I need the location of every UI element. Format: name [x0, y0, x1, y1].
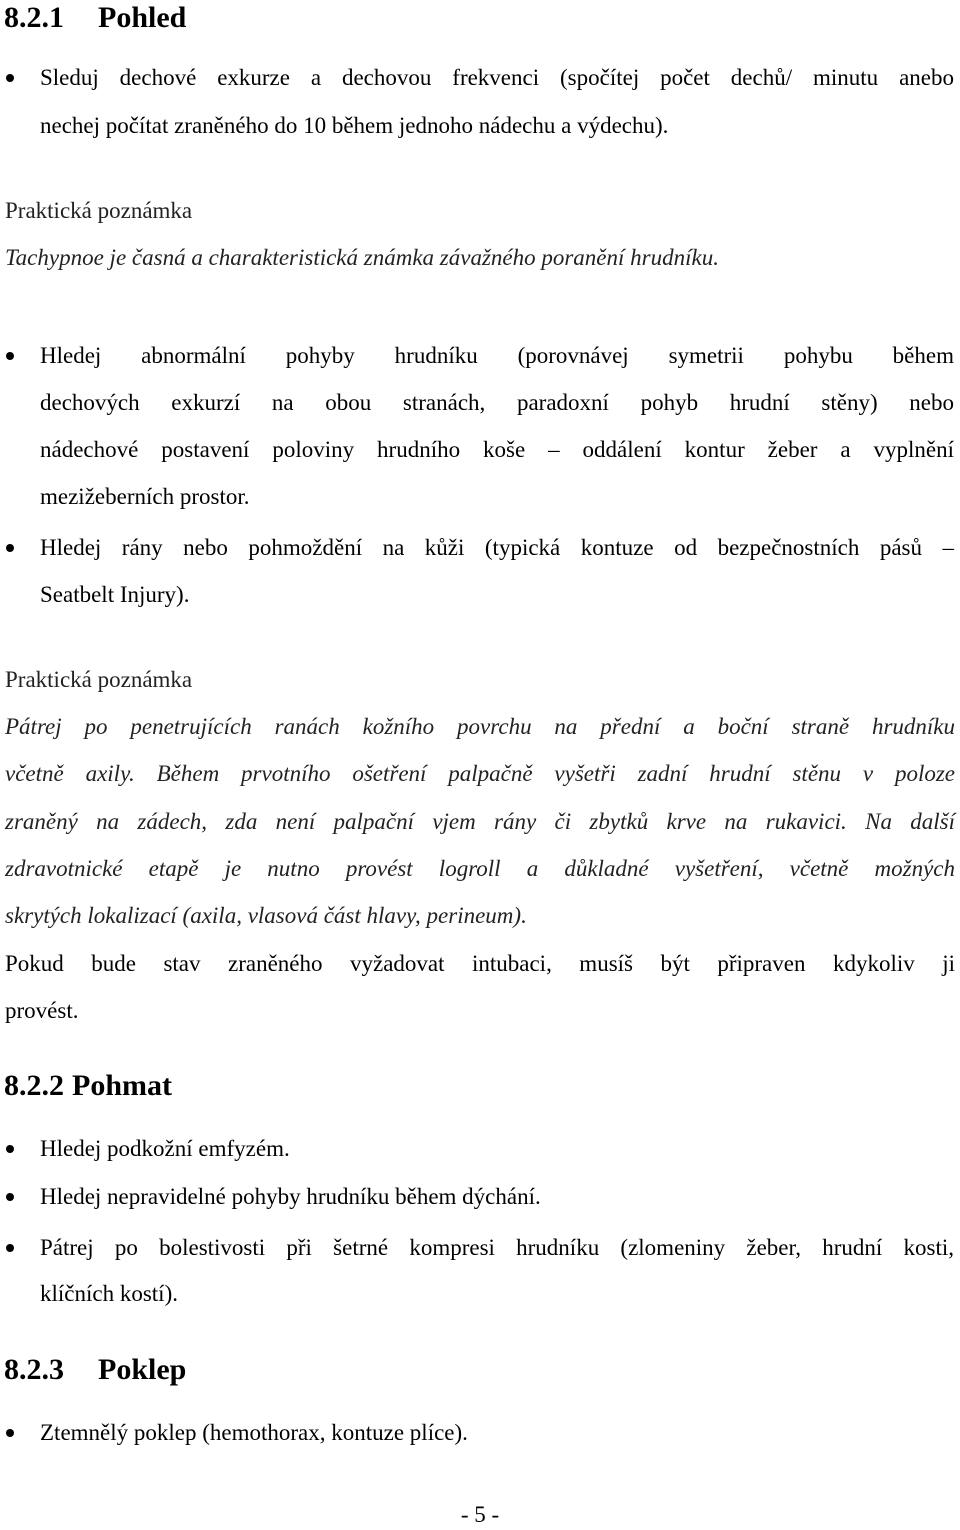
list-item: Ztemnělý poklep (hemothorax, kontuze plíce).: [40, 1420, 468, 1445]
page-number: - 5 -: [460, 1502, 500, 1527]
bullet-icon: [6, 1244, 14, 1252]
bullet-icon: [6, 352, 14, 360]
paragraph-line: Sleduj dechové exkurze a dechovou frekvenci (spočítej počet dechů/ minutu anebo: [40, 65, 954, 90]
paragraph-line: nechej počítat zraněného do 10 během jednoho nádechu a výdechu).: [40, 113, 669, 138]
bullet-icon: [6, 1429, 14, 1437]
paragraph-line: Seatbelt Injury).: [40, 582, 190, 607]
section-title: Poklep: [98, 1353, 187, 1386]
note-title: Praktická poznámka: [5, 198, 193, 223]
section-title: Pohmat: [72, 1069, 172, 1102]
section-number: 8.2.1: [4, 1, 64, 34]
note-line: Pátrej po penetrujících ranách kožního povrchu na přední a boční straně hrudníku: [5, 714, 955, 739]
note-text: Tachypnoe je časná a charakteristická známka závažného poranění hrudníku.: [5, 245, 719, 270]
list-item: Hledej podkožní emfyzém.: [40, 1136, 290, 1161]
paragraph-line: Hledej rány nebo pohmoždění na kůži (typická kontuze od bezpečnostních pásů –: [40, 535, 954, 560]
list-item: Hledej nepravidelné pohyby hrudníku během dýchání.: [40, 1184, 541, 1209]
bullet-icon: [6, 74, 14, 82]
paragraph-line: Pokud bude stav zraněného vyžadovat intubaci, musíš být připraven kdykoliv ji: [5, 951, 955, 976]
list-item: klíčních kostí).: [40, 1281, 178, 1306]
bullet-icon: [6, 1145, 14, 1153]
paragraph-line: dechových exkurzí na obou stranách, paradoxní pohyb hrudní stěny) nebo: [40, 390, 954, 415]
note-line: skrytých lokalizací (axila, vlasová část hlavy, perineum).: [5, 903, 527, 928]
note-line: včetně axily. Během prvotního ošetření palpačně vyšetři zadní hrudní stěnu v poloze: [5, 761, 955, 786]
list-item: Pátrej po bolestivosti při šetrné kompresi hrudníku (zlomeniny žeber, hrudní kosti,: [40, 1235, 954, 1260]
note-title: Praktická poznámka: [5, 667, 193, 692]
paragraph-line: nádechové postavení poloviny hrudního koše – oddálení kontur žeber a vyplnění: [40, 437, 954, 462]
section-heading-poklep: [4, 1352, 186, 1388]
section-number: 8.2.3: [4, 1353, 64, 1386]
paragraph-line: provést.: [5, 998, 79, 1023]
section-title: Pohled: [98, 1, 187, 34]
note-line: zraněný na zádech, zda není palpační vjem rány či zbytků krve na rukavici. Na další: [5, 809, 955, 834]
section-heading-pohled: [4, 0, 186, 36]
bullet-icon: [6, 1193, 14, 1201]
section-heading-pohmat: [4, 1068, 172, 1104]
paragraph-line: mezižeberních prostor.: [40, 484, 250, 509]
paragraph-line: Hledej abnormální pohyby hrudníku (porovnávej symetrii pohybu během: [40, 343, 954, 368]
bullet-icon: [6, 544, 14, 552]
note-line: zdravotnické etapě je nutno provést logroll a důkladné vyšetření, včetně možných: [5, 856, 955, 881]
section-number: 8.2.2: [4, 1069, 64, 1102]
